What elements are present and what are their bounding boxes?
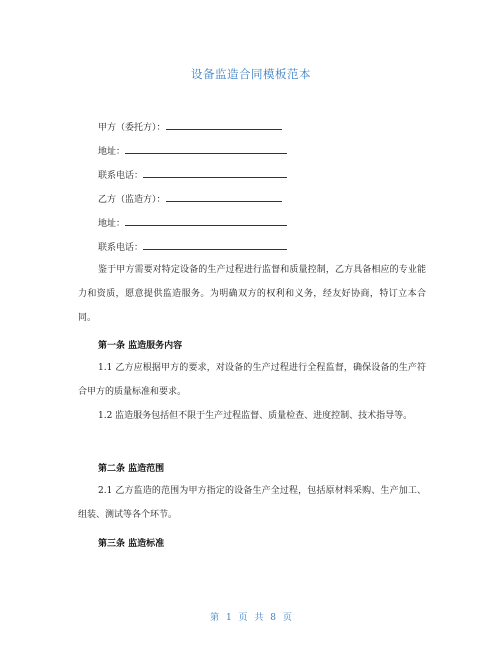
client-phone-blank-line xyxy=(143,168,287,178)
client-address-label: 地址： xyxy=(98,147,126,157)
client-field xyxy=(98,120,282,134)
supervisor-phone-blank-line xyxy=(143,240,287,250)
client-address-blank-line xyxy=(125,144,287,154)
section-2-heading: 第二条 监造范围 xyxy=(98,464,165,474)
client-blank-line xyxy=(166,120,282,130)
section-1-paragraph-1: 1.1 乙方应根据甲方的要求，对设备的生产过程进行全程监督，确保设备的生产符合甲方的质量标准和要求。 xyxy=(78,363,426,397)
page-title: 设备监造合同模板范本 xyxy=(191,67,311,81)
supervisor-address-blank-line xyxy=(125,216,287,226)
supervisor-phone-field xyxy=(98,240,287,254)
client-label: 甲方（委托方）： xyxy=(98,123,166,133)
client-phone-label: 联系电话： xyxy=(98,171,144,181)
supervisor-field xyxy=(98,192,282,206)
page-footer: 第 1 页 共 8 页 xyxy=(210,613,292,623)
supervisor-blank-line xyxy=(166,192,282,202)
client-address-field xyxy=(98,144,287,158)
client-phone-field xyxy=(98,168,287,182)
section-2-paragraph-1: 2.1 乙方监造的范围为甲方指定的设备生产全过程，包括原材料采购、生产加工、组装、测试等各个环节。 xyxy=(78,486,426,520)
intro-paragraph: 鉴于甲方需要对特定设备的生产过程进行监督和质量控制，乙方具备相应的专业能力和资质，愿意提供监造服务。为明确双方的权利和义务，经友好协商，特订立本合同。 xyxy=(78,265,426,323)
supervisor-address-field xyxy=(98,216,287,230)
supervisor-label: 乙方（监造方）： xyxy=(98,195,166,205)
section-1-paragraph-2: 1.2 监造服务包括但不限于生产过程监督、质量检查、进度控制、技术指导等。 xyxy=(98,411,413,421)
section-3-heading: 第三条 监造标准 xyxy=(98,539,165,549)
section-1-heading: 第一条 监造服务内容 xyxy=(98,341,183,351)
supervisor-address-label: 地址： xyxy=(98,219,126,229)
supervisor-phone-label: 联系电话： xyxy=(98,243,144,253)
